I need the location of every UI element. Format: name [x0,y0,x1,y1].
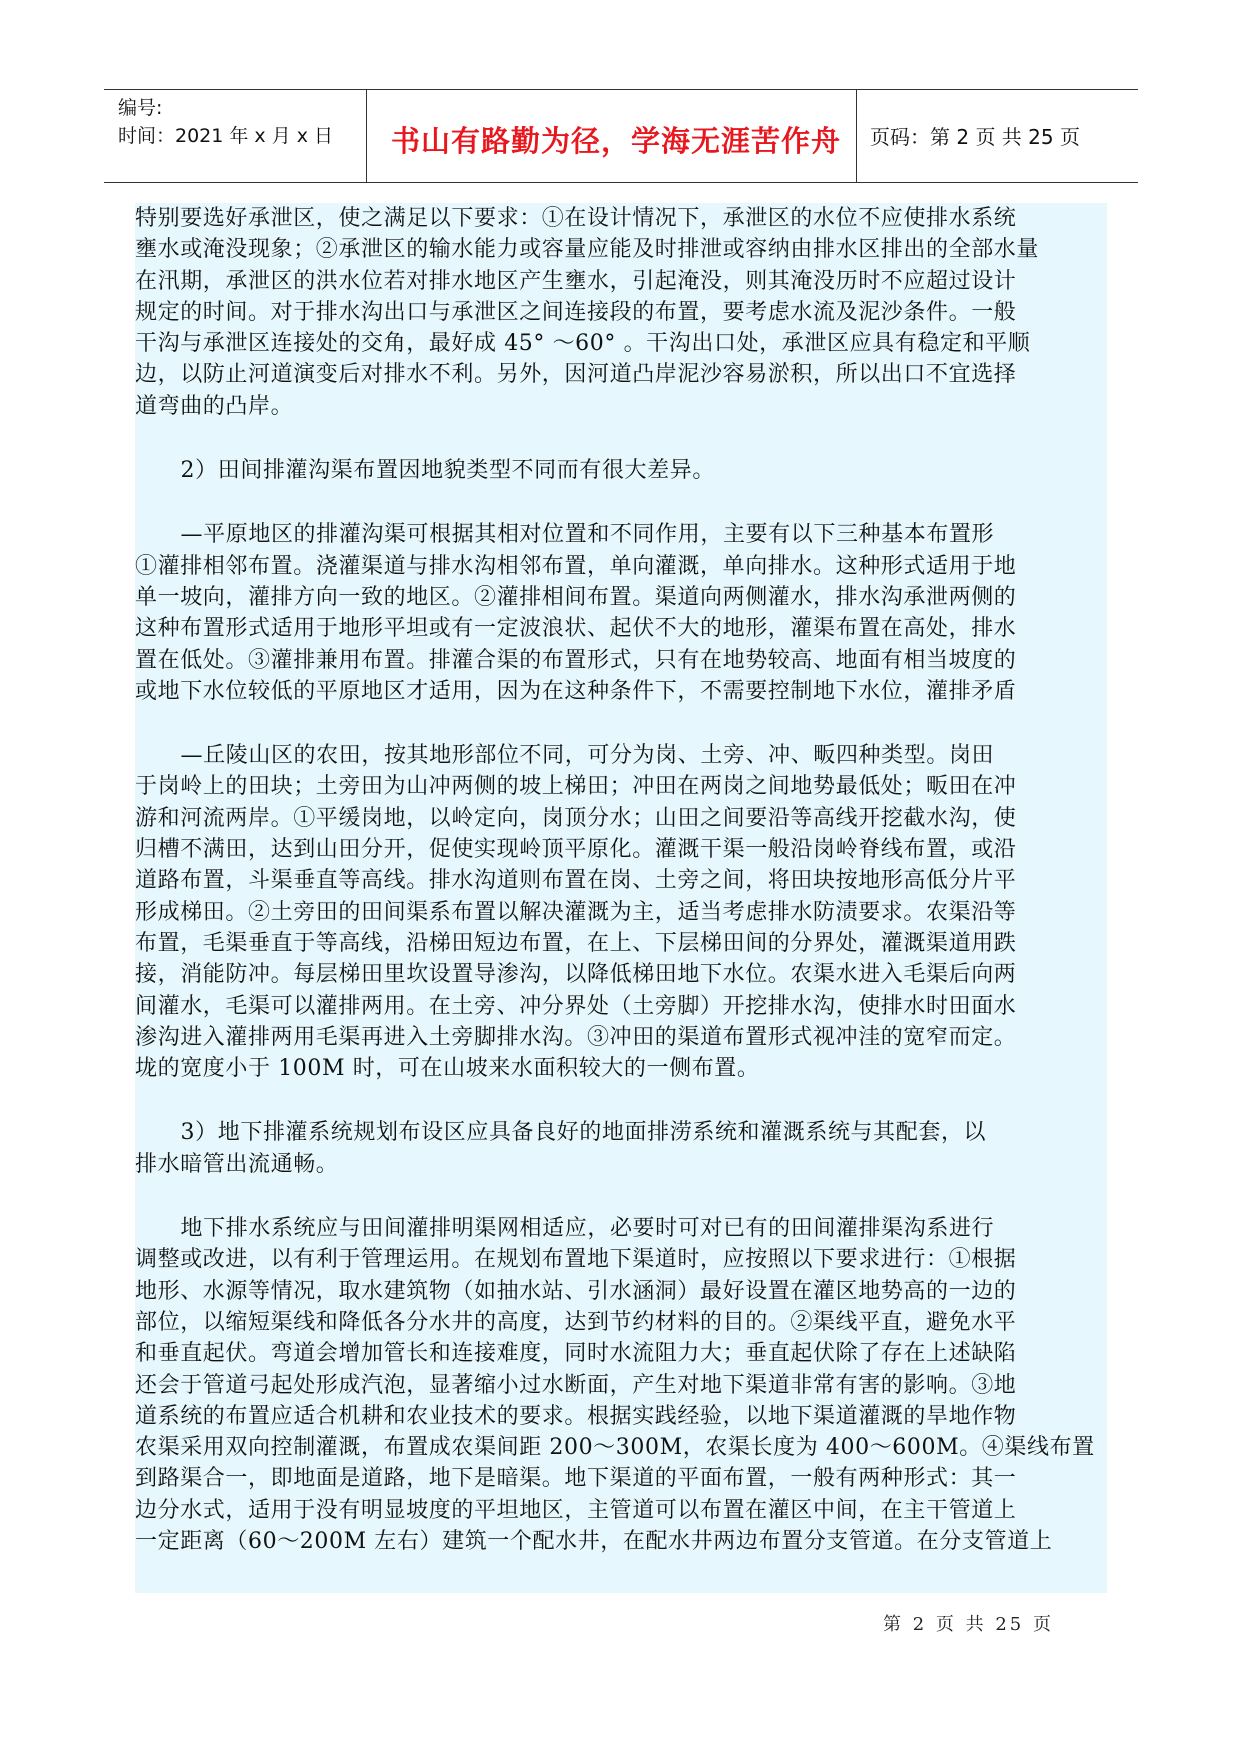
header-divider-right [856,90,857,182]
text-line: 部位，以缩短渠线和降低各分水井的高度，达到节约材料的目的。②渠线平直，避免水平 [135,1309,1017,1335]
text-line: 3）地下排灌系统规划布设区应具备良好的地面排涝系统和灌溉系统与其配套，以 [135,1120,987,1146]
text-line: ①灌排相邻布置。浇灌渠道与排水沟相邻布置，单向灌溉，单向排水。这种形式适用于地 [135,553,1017,579]
text-line: 2）田间排灌沟渠布置因地貌类型不同而有很大差异。 [135,458,715,484]
text-line: 于岗岭上的田块；土旁田为山冲两侧的坡上梯田；冲田在两岗之间地势最低处；畈田在冲 [135,774,1017,800]
time-label: 时间：2021 年 x 月 x 日 [118,125,334,147]
text-line: 归槽不满田，达到山田分开，促使实现岭顶平原化。灌溉干渠一般沿岗岭脊线布置，或沿 [135,837,1017,863]
text-line: 农渠采用双向控制灌溉，布置成农渠间距 200～300M，农渠长度为 400～600M。④渠线布置 [135,1435,1095,1461]
text-line: 道路布置，斗渠垂直等高线。排水沟道则布置在岗、土旁之间，将田块按地形高低分片平 [135,868,1017,894]
text-line: —平原地区的排灌沟渠可根据其相对位置和不同作用，主要有以下三种基本布置形 [135,522,995,548]
text-line: 道系统的布置应适合机耕和农业技术的要求。根据实践经验，以地下渠道灌溉的旱地作物 [135,1403,1017,1429]
document-body [135,203,1107,1593]
text-line: 边，以防止河道演变后对排水不利。另外，因河道凸岸泥沙容易淤积，所以出口不宜选择 [135,362,1017,388]
text-line: 间灌水，毛渠可以灌排两用。在土旁、冲分界处（土旁脚）开挖排水沟，使排水时田面水 [135,993,1017,1019]
text-line: 道弯曲的凸岸。 [135,393,294,419]
text-line: 还会于管道弓起处形成汽泡，显著缩小过水断面，产生对地下渠道非常有害的影响。③地 [135,1372,1017,1398]
text-line: 或地下水位较低的平原地区才适用，因为在这种条件下，不需要控制地下水位，灌排矛盾 [135,678,1017,704]
text-line: 布置，毛渠垂直于等高线，沿梯田短边布置，在上、下层梯田间的分界处，灌溉渠道用跌 [135,930,1017,956]
number-label: 编号: [118,97,163,119]
text-line: —丘陵山区的农田，按其地形部位不同，可分为岗、土旁、冲、畈四种类型。岗田 [135,743,995,769]
text-line: 一定距离（60～200M 左右）建筑一个配水井，在配水井两边布置分支管道。在分支管道上 [135,1528,1053,1554]
text-line: 到路渠合一，即地面是道路，地下是暗渠。地下渠道的平面布置，一般有两种形式：其一 [135,1466,1017,1492]
text-line: 边分水式，适用于没有明显坡度的平坦地区，主管道可以布置在灌区中间，在主干管道上 [135,1497,1017,1523]
text-line: 干沟与承泄区连接处的交角，最好成 45° ～60° 。干沟出口处，承泄区应具有稳定和平顺 [135,331,1031,357]
text-line: 和垂直起伏。弯道会增加管长和连接难度，同时水流阻力大；垂直起伏除了存在上述缺陷 [135,1341,1017,1367]
text-line: 地形、水源等情况，取水建筑物（如抽水站、引水涵洞）最好设置在灌区地势高的一边的 [135,1278,1017,1304]
paragraph-underground-system [135,1117,1107,1180]
page-header [104,89,1138,183]
header-meta [118,94,368,150]
paragraph-plain-areas [135,519,1107,707]
text-line: 单一坡向，灌排方向一致的地区。②灌排相间布置。渠道向两侧灌水，排水沟承泄两侧的 [135,584,1017,610]
paragraph-underground-layout [135,1213,1107,1557]
header-motto: 书山有路勤为径，学海无涯苦作舟 [390,124,841,158]
text-line: 规定的时间。对于排水沟出口与承泄区之间连接段的布置，要考虑水流及泥沙条件。一般 [135,299,1017,325]
text-line: 垅的宽度小于 100M 时，可在山坡来水面积较大的一侧布置。 [135,1056,760,1082]
paragraph-outlet-area [135,203,1107,422]
text-line: 地下排水系统应与田间灌排明渠网相适应，必要时可对已有的田间灌排渠沟系进行 [135,1216,995,1242]
header-page-label: 页码：第 2 页 共 25 页 [870,125,1080,149]
paragraph-field-layout [135,455,1107,486]
text-line: 置在低处。③灌排兼用布置。排灌合渠的布置形式，只有在地势较高、地面有相当坡度的 [135,647,1017,673]
paragraph-hilly-areas [135,740,1107,1084]
text-line: 渗沟进入灌排两用毛渠再进入土旁脚排水沟。③冲田的渠道布置形式视冲洼的宽窄而定。 [135,1024,1017,1050]
text-line: 接，消能防冲。每层梯田里坎设置导渗沟，以降低梯田地下水位。农渠水进入毛渠后向两 [135,962,1017,988]
text-line: 游和河流两岸。①平缓岗地，以岭定向，岗顶分水；山田之间要沿等高线开挖截水沟，使 [135,805,1017,831]
page-footer: 第 2 页 共 25 页 [883,1614,1054,1635]
text-line: 在汛期，承泄区的洪水位若对排水地区产生壅水，引起淹没，则其淹没历时不应超过设计 [135,268,1017,294]
text-line: 调整或改进，以有利于管理运用。在规划布置地下渠道时，应按照以下要求进行：①根据 [135,1247,1017,1273]
text-line: 壅水或淹没现象；②承泄区的输水能力或容量应能及时排泄或容纳由排水区排出的全部水量 [135,237,1040,263]
text-line: 形成梯田。②土旁田的田间渠系布置以解决灌溉为主，适当考虑排水防渍要求。农渠沿等 [135,899,1017,925]
text-line: 这种布置形式适用于地形平坦或有一定波浪状、起伏不大的地形，灌渠布置在高处，排水 [135,616,1017,642]
text-line: 特别要选好承泄区，使之满足以下要求：①在设计情况下，承泄区的水位不应使排水系统 [135,206,1017,231]
text-line: 排水暗管出流通畅。 [135,1151,339,1177]
